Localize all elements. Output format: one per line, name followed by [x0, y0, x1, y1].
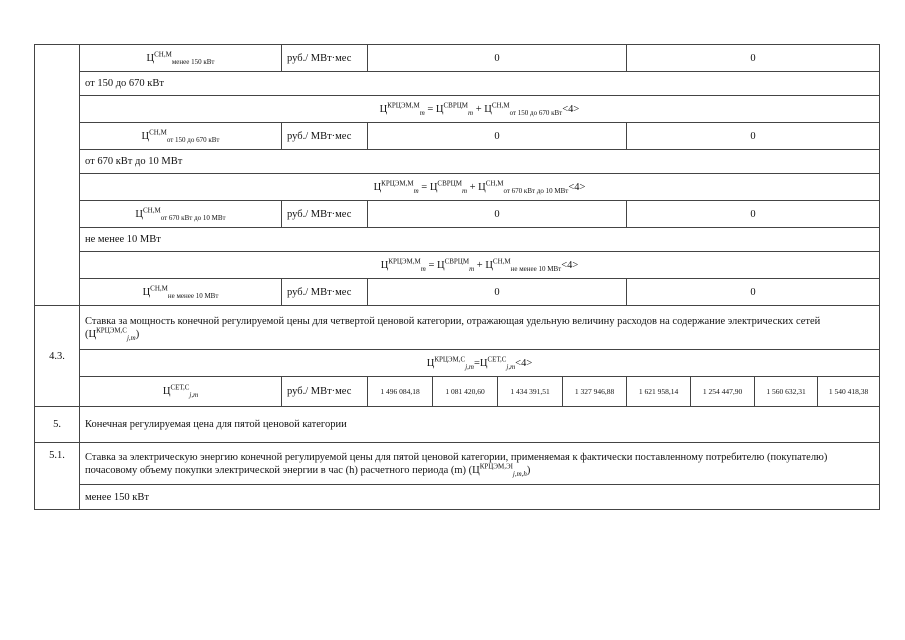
value-cell: 0: [368, 201, 627, 228]
section-text: Ставка за электрическую энергию конечной регулируемой цены для пятой ценовой категории, применяемая к фактически поставленному потребителю (покупателю) почасовому объему покупки электрической энергии в час (h) расчетного периода (m) $(Ц^{КРЦЭМ,ЭI}_{j,m,h})$: [80, 443, 880, 485]
tariff-table: [34, 44, 880, 510]
table-row: [35, 306, 880, 350]
formula-row: $Ц^{КРЦЭМ,М}_m = Ц^{СВРЦМ}_m + Ц^{СН,М}_{от 670 кВт до 10 МВт}<4>$: [80, 174, 880, 201]
table-row: [35, 72, 880, 96]
value-cell: 0: [627, 123, 880, 150]
unit-cell: руб./ МВт·мес: [282, 377, 368, 407]
table-row: [35, 279, 880, 306]
table-row: [35, 96, 880, 123]
formula-row: $Ц^{КРЦЭМ,М}_m = Ц^{СВРЦМ}_m + Ц^{СН,М}_{не менее 10 МВт}<4>$: [80, 252, 880, 279]
value-cell: 1 327 946,88: [563, 377, 627, 407]
section-text: Ставка за мощность конечной регулируемой цены для четвертой ценовой категории, отражающая удельную величину расходов на содержание электрических сетей $(Ц^{КРЦЭМ,С}_{j,m})$: [80, 306, 880, 350]
value-cell: 0: [627, 45, 880, 72]
table-row: [35, 377, 880, 407]
value-cell: 1 540 418,38: [818, 377, 880, 407]
table-row: [35, 201, 880, 228]
table-row: [35, 350, 880, 377]
formula-symbol: $Ц^{СН,М}_{не менее 10 МВт}$: [80, 279, 282, 306]
value-cell: 1 496 084,18: [368, 377, 433, 407]
table-row: [35, 123, 880, 150]
formula-symbol: $Ц^{СН,М}_{от 150 до 670 кВт}$: [80, 123, 282, 150]
formula-symbol: $Ц^{СН,М}_{менее 150 кВт}$: [80, 45, 282, 72]
section-number: 5.1.: [35, 443, 80, 510]
value-cell: 1 621 958,14: [627, 377, 691, 407]
section-text: Конечная регулируемая цена для пятой ценовой категории: [80, 407, 880, 443]
table-row: [35, 45, 880, 72]
table-row: [35, 174, 880, 201]
number-cell: [35, 45, 80, 306]
value-cell: 0: [368, 279, 627, 306]
value-cell: 1 254 447,90: [691, 377, 755, 407]
formula-row: $Ц^{КРЦЭМ,С}_{j,m}=Ц^{СЕТ,С}_{j,m}<4>$: [80, 350, 880, 377]
unit-cell: руб./ МВт·мес: [282, 279, 368, 306]
value-cell: 0: [627, 279, 880, 306]
formula-symbol: $Ц^{СН,М}_{от 670 кВт до 10 МВт}$: [80, 201, 282, 228]
unit-cell: руб./ МВт·мес: [282, 123, 368, 150]
formula-row: $Ц^{КРЦЭМ,М}_m = Ц^{СВРЦМ}_m + Ц^{СН,М}_{от 150 до 670 кВт}<4>$: [80, 96, 880, 123]
table-row: [35, 407, 880, 443]
table-row: [35, 150, 880, 174]
value-cell: 0: [368, 123, 627, 150]
table-row: [35, 485, 880, 510]
table-row: [35, 228, 880, 252]
range-label: не менее 10 МВт: [80, 228, 880, 252]
value-cell: 1 081 420,60: [433, 377, 498, 407]
section-number: 5.: [35, 407, 80, 443]
formula-symbol: $Ц^{СЕТ,С}_{j,m}$: [80, 377, 282, 407]
range-label: от 150 до 670 кВт: [80, 72, 880, 96]
value-cell: 0: [368, 45, 627, 72]
range-label: от 670 кВт до 10 МВт: [80, 150, 880, 174]
unit-cell: руб./ МВт·мес: [282, 201, 368, 228]
value-cell: 1 560 632,31: [755, 377, 818, 407]
value-cell: 1 434 391,51: [498, 377, 563, 407]
section-number: 4.3.: [35, 306, 80, 407]
unit-cell: руб./ МВт·мес: [282, 45, 368, 72]
value-cell: 0: [627, 201, 880, 228]
range-label: менее 150 кВт: [80, 485, 880, 510]
table-row: [35, 252, 880, 279]
table-row: [35, 443, 880, 485]
